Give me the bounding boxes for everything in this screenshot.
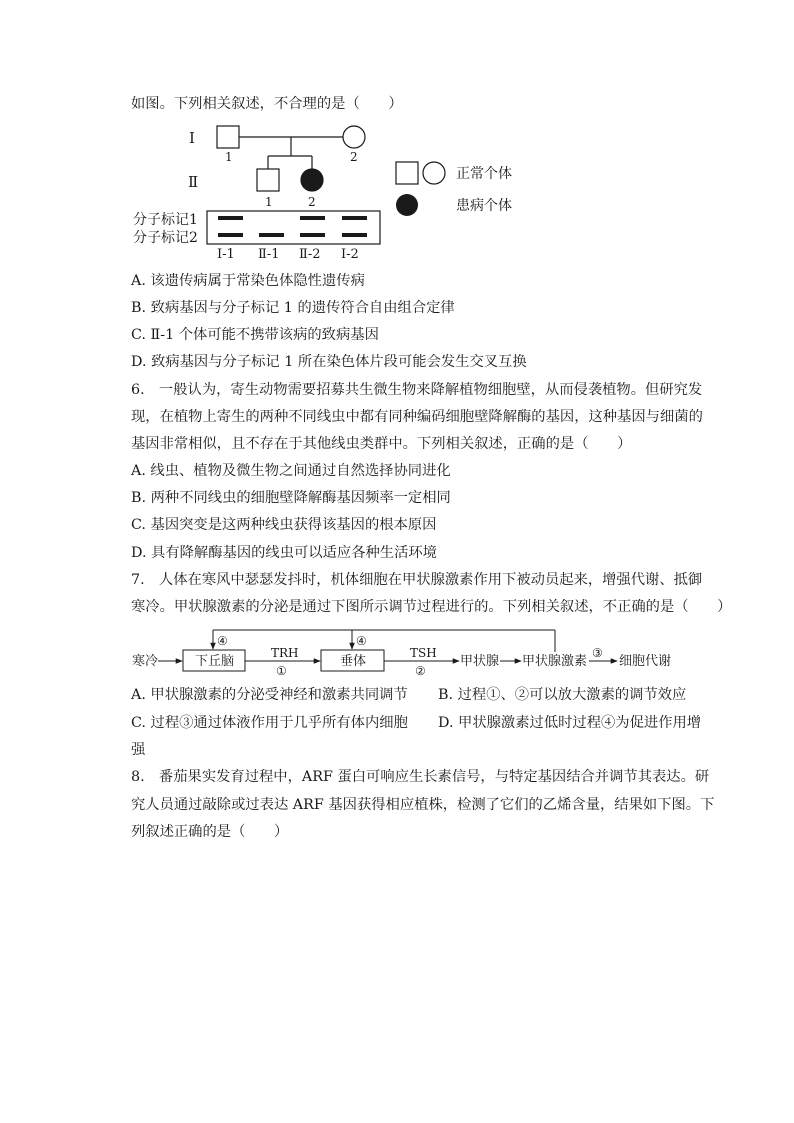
q5-intro: 如图。下列相关叙述，不合理的是（ ） <box>131 96 403 112</box>
thyroid-label: 甲状腺 <box>460 654 500 669</box>
band-m2-i2 <box>342 233 367 237</box>
band-m2-i1 <box>218 233 243 237</box>
lane-label: Ⅰ-2 <box>341 247 359 258</box>
ii1-normal-male <box>257 169 279 191</box>
legend-filled-circle-icon <box>396 194 418 216</box>
q8-stem-line: 列叙述正确的是（ ） <box>131 824 289 840</box>
marker2-label: 分子标记2 <box>133 230 198 246</box>
q6-stem-line: 现，在植物上寄生的两种不同线虫中都有同种编码细胞壁降解酶的基因，这种基因与细菌的 <box>131 409 703 425</box>
band-m2-ii1 <box>259 233 284 237</box>
q6-option-c: C. 基因突变是这两种线虫获得该基因的根本原因 <box>131 517 437 533</box>
band-m1-i1 <box>218 216 243 220</box>
q5-option-d: D. 致病基因与分子标记 1 所在染色体片段可能会发生交叉互换 <box>131 354 527 370</box>
ii2-number: 2 <box>308 195 316 209</box>
lane-label: Ⅱ-1 <box>258 247 280 258</box>
legend-normal-label: 正常个体 <box>456 166 512 182</box>
q8-stem-line: 究人员通过敲除或过表达 ARF 基因获得相应植株，检测了它们的乙烯含量，结果如下图。下 <box>131 797 715 813</box>
q5-option-c: C. Ⅱ-1 个体可能不携带该病的致病基因 <box>131 327 379 343</box>
i2-normal-female <box>343 126 365 148</box>
legend-square-icon <box>396 162 418 184</box>
cold-label: 寒冷 <box>132 654 159 669</box>
ii2-affected-female <box>301 169 323 191</box>
q6-option-d: D. 具有降解酶基因的线虫可以适应各种生活环境 <box>131 545 437 561</box>
pedigree-figure <box>0 118 794 258</box>
process-4-label: ④ <box>217 634 228 648</box>
gel-box <box>207 211 380 244</box>
q8-stem-line: 8. 番茄果实发育过程中，ARF 蛋白可响应生长素信号，与特定基因结合并调节其表达。研 <box>131 769 710 785</box>
hypothalamus-label: 下丘脑 <box>195 654 235 669</box>
ii1-number: 1 <box>265 195 273 209</box>
legend-circle-icon <box>423 162 445 184</box>
tsh-label: TSH <box>410 646 437 660</box>
gen1-label: Ⅰ <box>189 129 195 147</box>
i1-number: 1 <box>225 150 233 164</box>
process-1-label: ① <box>276 664 287 678</box>
process-2-label: ② <box>415 664 426 678</box>
legend-affected-label: 患病个体 <box>456 198 512 214</box>
q7-option-d: D. 甲状腺激素过低时过程④为促进作用增 <box>438 715 702 731</box>
lane-label: Ⅱ-2 <box>299 247 321 258</box>
gen2-label: Ⅱ <box>188 173 199 191</box>
cell-metabolism-label: 细胞代谢 <box>619 654 672 669</box>
marker1-label: 分子标记1 <box>133 212 198 228</box>
i2-number: 2 <box>350 150 358 164</box>
process-4-label: ④ <box>356 634 367 648</box>
q7-option-b: B. 过程①、②可以放大激素的调节效应 <box>438 687 687 703</box>
q7-option-c: C. 过程③通过体液作用于几乎所有体内细胞 <box>131 715 408 731</box>
q7-stem-line: 寒冷。甲状腺激素的分泌是通过下图所示调节过程进行的。下列相关叙述，不正确的是（ ） <box>131 599 732 615</box>
q7-stem-line: 7. 人体在寒风中瑟瑟发抖时，机体细胞在甲状腺激素作用下被动员起来，增强代谢、抵御 <box>131 572 703 588</box>
band-m1-i2 <box>342 216 367 220</box>
process-3-label: ③ <box>592 646 603 660</box>
q7-option-a: A. 甲状腺激素的分泌受神经和激素共同调节 <box>131 687 408 703</box>
q6-stem-line: 6. 一般认为，寄生动物需要招募共生微生物来降解植物细胞壁，从而侵袭植物。但研究发 <box>131 382 703 398</box>
band-m2-ii2 <box>300 233 325 237</box>
thyroid-hormone-label: 甲状腺激素 <box>522 654 588 669</box>
hormone-regulation-diagram <box>0 626 794 686</box>
q5-option-a: A. 该遗传病属于常染色体隐性遗传病 <box>131 273 365 289</box>
q6-stem-line: 基因非常相似，且不存在于其他线虫类群中。下列相关叙述，正确的是（ ） <box>131 436 632 452</box>
pituitary-label: 垂体 <box>340 654 367 669</box>
q7-option-d-continued: 强 <box>131 742 146 758</box>
trh-label: TRH <box>271 646 299 660</box>
q6-option-b: B. 两种不同线虫的细胞壁降解酶基因频率一定相同 <box>131 490 451 506</box>
i1-normal-male <box>217 126 239 148</box>
band-m1-ii2 <box>300 216 325 220</box>
q6-option-a: A. 线虫、植物及微生物之间通过自然选择协同进化 <box>131 463 451 479</box>
lane-label: Ⅰ-1 <box>217 247 235 258</box>
q5-option-b: B. 致病基因与分子标记 1 的遗传符合自由组合定律 <box>131 300 455 316</box>
